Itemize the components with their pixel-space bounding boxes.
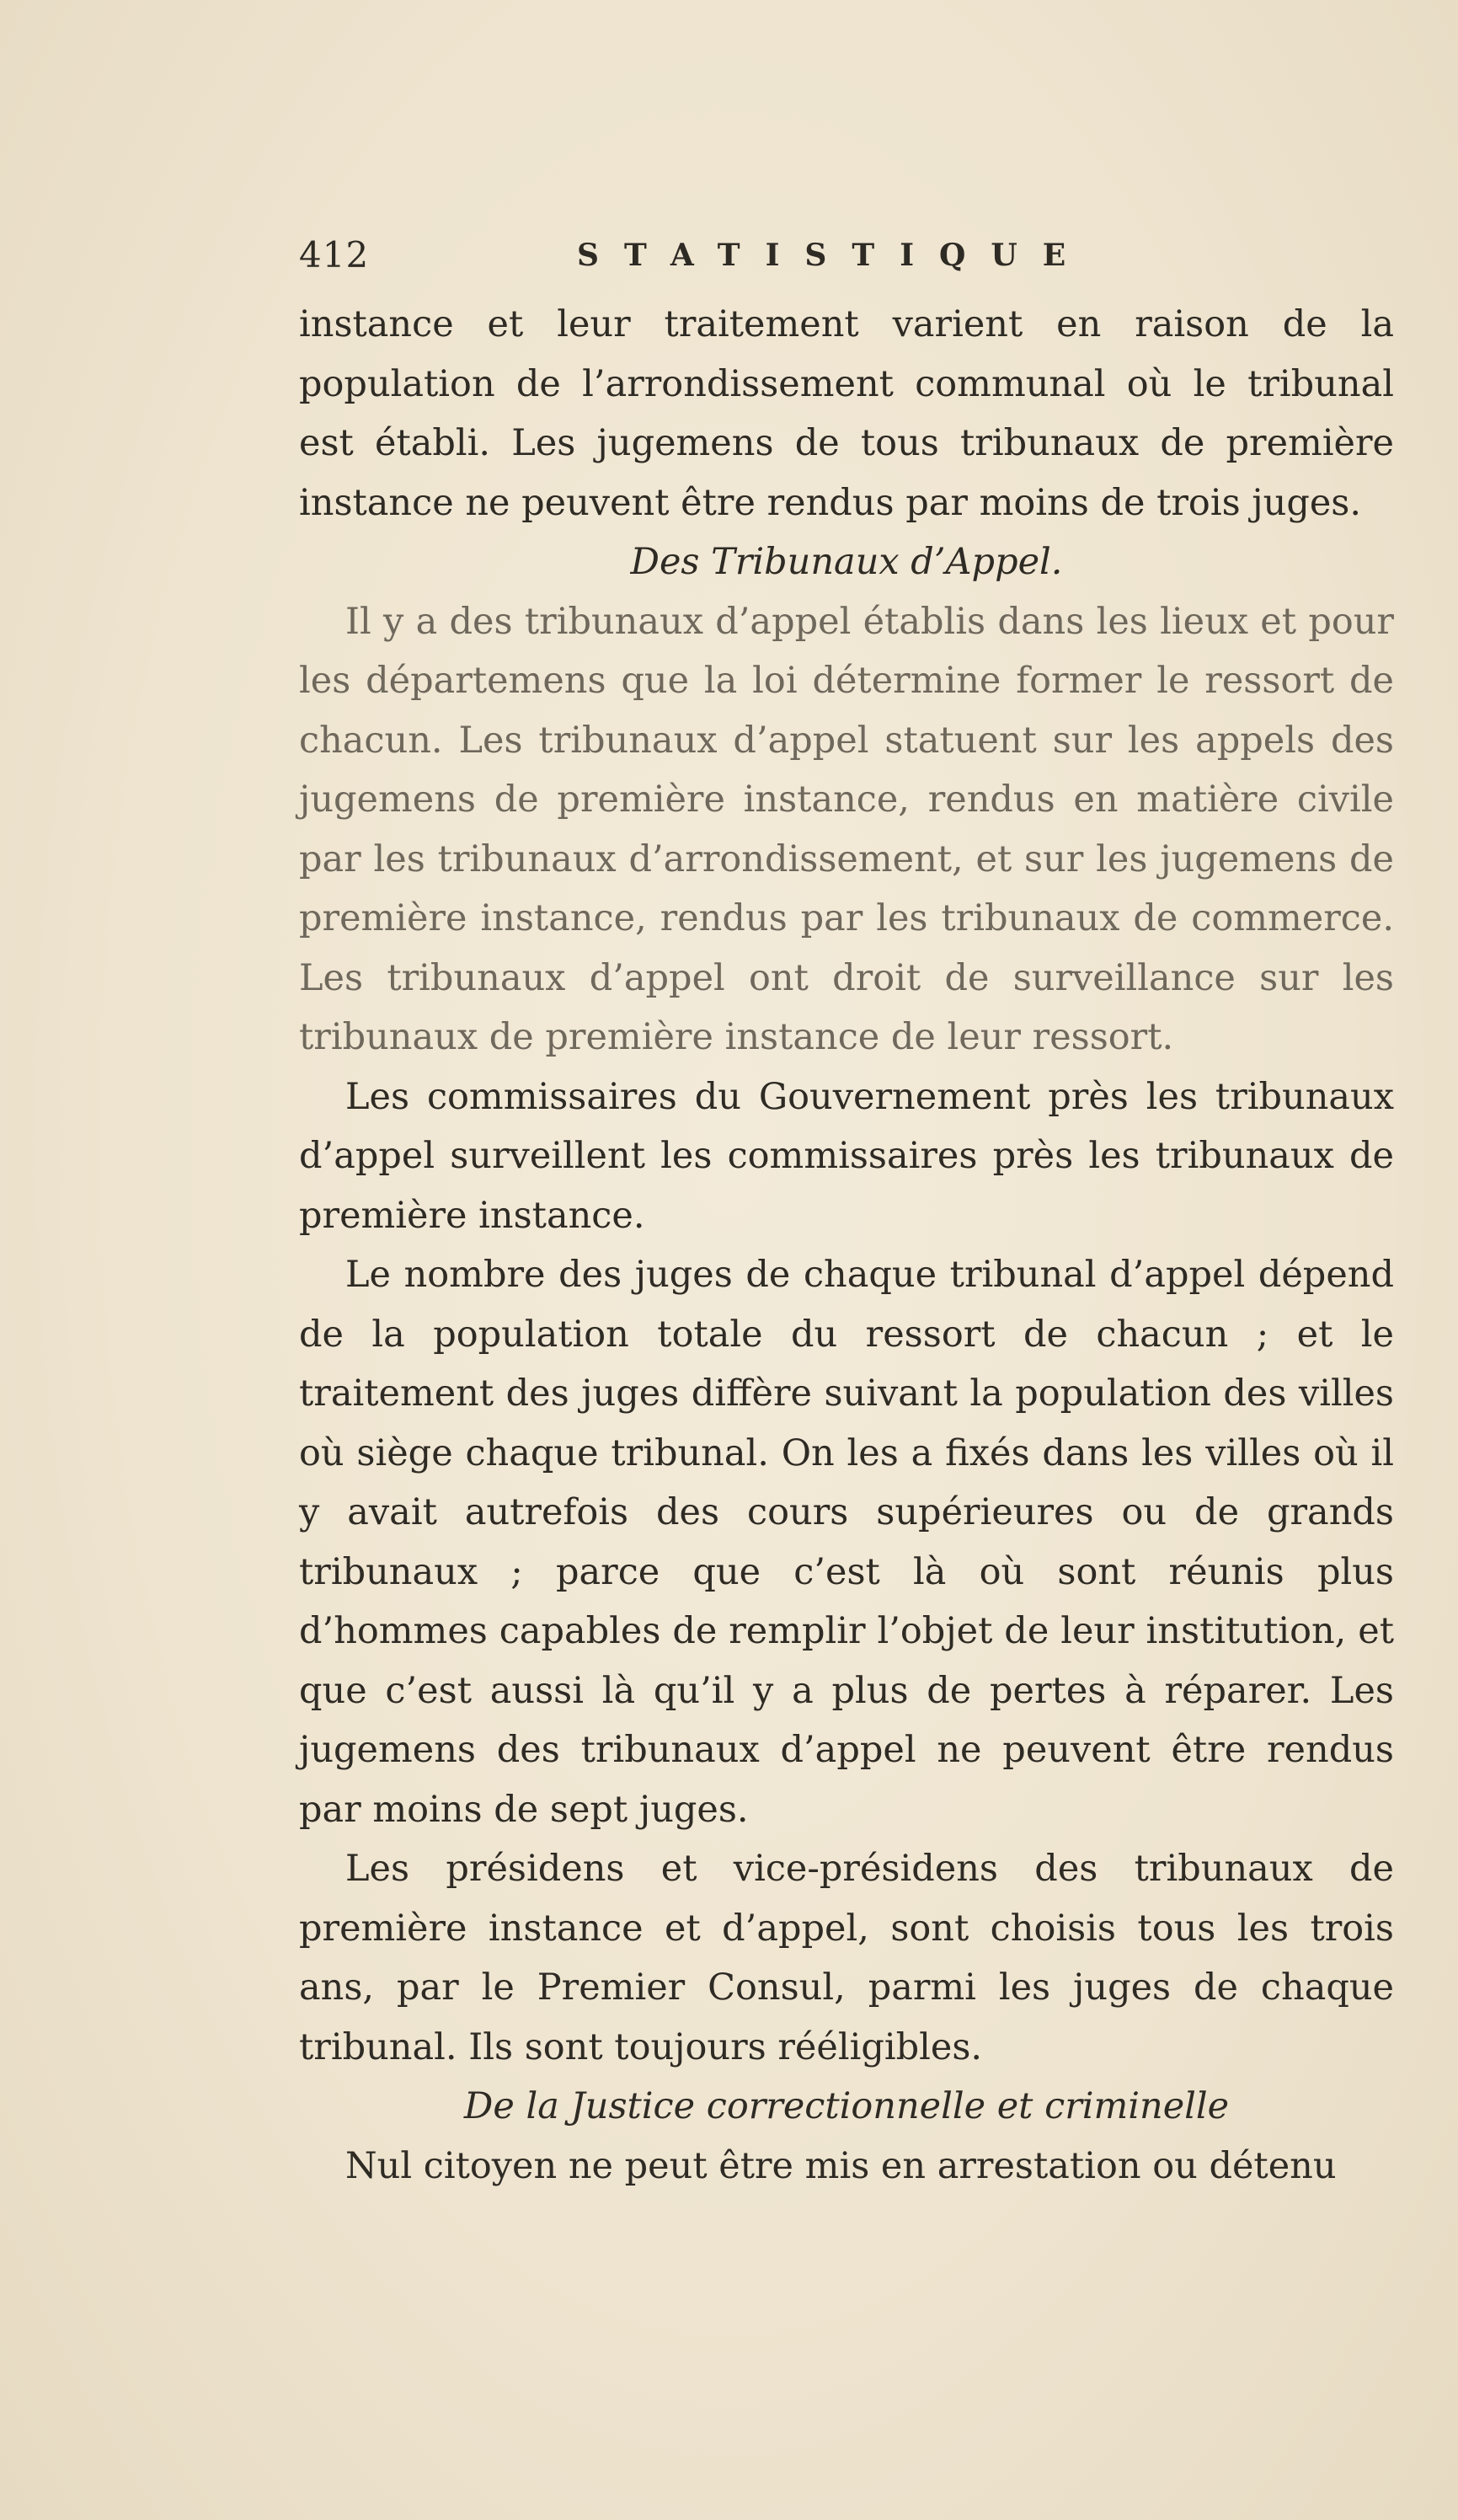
section-heading-appeal-courts: Des Tribunaux d’Appel. <box>630 541 1063 583</box>
paragraph-1: instance et leur traitement varient en raison de la population de l’arrondissement communal où le tribunal est établi. Les jugemens de tous tribunaux de première instance ne peuvent être rendus par moins de trois juges. <box>299 303 1394 524</box>
paragraph-4: Le nombre des juges de chaque tribunal d’appel dépend de la population totale du ressort de chacun ; et le traitement des juges diffère suivant la population des villes où siège chaque tribunal. On les a fixés dans les villes où il y avait autrefois des cours supérieures ou de grands tribunaux ; parce que c’est là où sont réunis plus d’hommes capables de remplir l’objet de leur institution, et que c’est aussi là qu’il y a plus de pertes à réparer. Les jugemens des tribunaux d’appel ne peuvent être rendus par moins de sept juges. <box>299 1254 1394 1831</box>
page-header <box>299 234 1394 285</box>
paragraph-5: Les présidens et vice-présidens des tribunaux de première instance et d’appel, sont choisis tous les trois ans, par le Premier Consul, parmi les juges de chaque tribunal. Ils sont toujours rééligibles. <box>299 1848 1394 2068</box>
body-text <box>299 295 1394 2196</box>
page-number: 412 <box>299 234 370 276</box>
paragraph-2: Il y a des tribunaux d’appel établis dans les lieux et pour les départemens que la loi détermine former le ressort de chacun. Les tribunaux d’appel statuent sur les appels des jugemens de première instance, rendus en matière civile par les tribunaux d’arrondissement, et sur les jugemens de première instance, rendus par les tribunaux de commerce. Les tribunaux d’appel ont droit de surveillance sur les tribunaux de première instance de leur ressort. <box>299 600 1394 1058</box>
section-heading-criminal-justice: De la Justice correctionnelle et criminelle <box>463 2085 1230 2127</box>
paragraph-3: Les commissaires du Gouvernement près les tribunaux d’appel surveillent les commissaires près les tribunaux de première instance. <box>299 1075 1394 1237</box>
running-title: STATISTIQUE <box>577 238 1092 273</box>
paragraph-6: Nul citoyen ne peut être mis en arrestation ou détenu <box>345 2144 1337 2187</box>
